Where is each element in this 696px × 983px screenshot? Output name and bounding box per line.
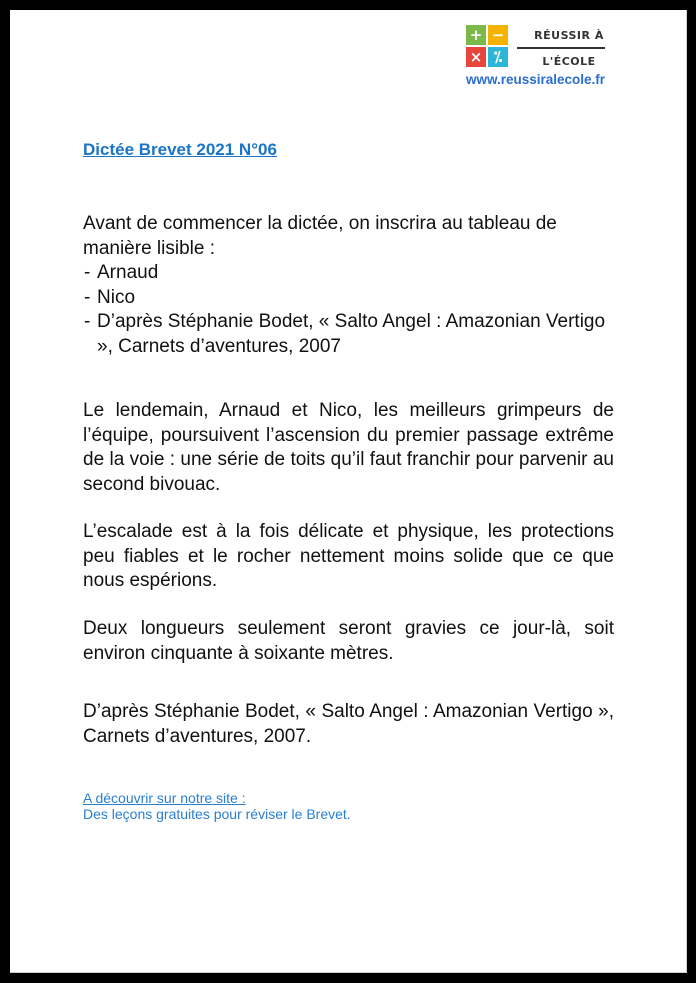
logo-divider [517,47,605,49]
list-item-text: Arnaud [97,262,159,283]
instructions-block [83,212,614,359]
site-logo[interactable] [466,25,626,100]
minus-icon: − [488,25,508,45]
list-item [83,286,614,311]
document-page [10,10,687,973]
plus-icon: + [466,25,486,45]
divide-icon: ⁒ [488,47,508,67]
dash-bullet: - [84,286,91,308]
paragraph-2: L’escalade est à la fois délicate et physique, les protections peu fiables et le rocher nettement moins solide que ce que nous espérions. [83,521,614,591]
list-item-text: D’après Stéphanie Bodet, « Salto Angel : Amazonian Vertigo », Carnets d’aventures, 2007 [97,311,606,357]
board-items-list [83,261,614,359]
list-item [83,261,614,286]
document-title[interactable]: Dictée Brevet 2021 N°06 [83,140,277,159]
discover-link[interactable]: A découvrir sur notre site : [83,790,246,806]
logo-url-link[interactable]: www.reussiralecole.fr [466,72,606,87]
dash-bullet: - [84,311,91,332]
multiply-icon: × [466,47,486,67]
footer [83,790,351,822]
list-item [83,310,614,359]
paragraph-1: Le lendemain, Arnaud et Nico, les meilleurs grimpeurs de l’équipe, poursuivent l’ascension du premier passage extrême de la voie : une série de toits qu’il faut franchir pour parvenir au second bivouac. [83,400,614,495]
source-citation: D’après Stéphanie Bodet, « Salto Angel : Amazonian Vertigo », Carnets d’aventures, 2007. [83,701,614,747]
dash-bullet: - [84,262,91,283]
logo-text-top: RÉUSSIR À [534,29,604,42]
paragraph-3: Deux longueurs seulement seront gravies ce jour-là, soit environ cinquante à soixante mètres. [83,618,614,664]
free-lessons-text[interactable]: Des leçons gratuites pour réviser le Brevet. [83,806,351,822]
logo-text-bottom: L'ÉCOLE [542,55,596,68]
intro-text: Avant de commencer la dictée, on inscrira au tableau de manière lisible : [83,213,557,259]
list-item-text: Nico [97,286,136,308]
